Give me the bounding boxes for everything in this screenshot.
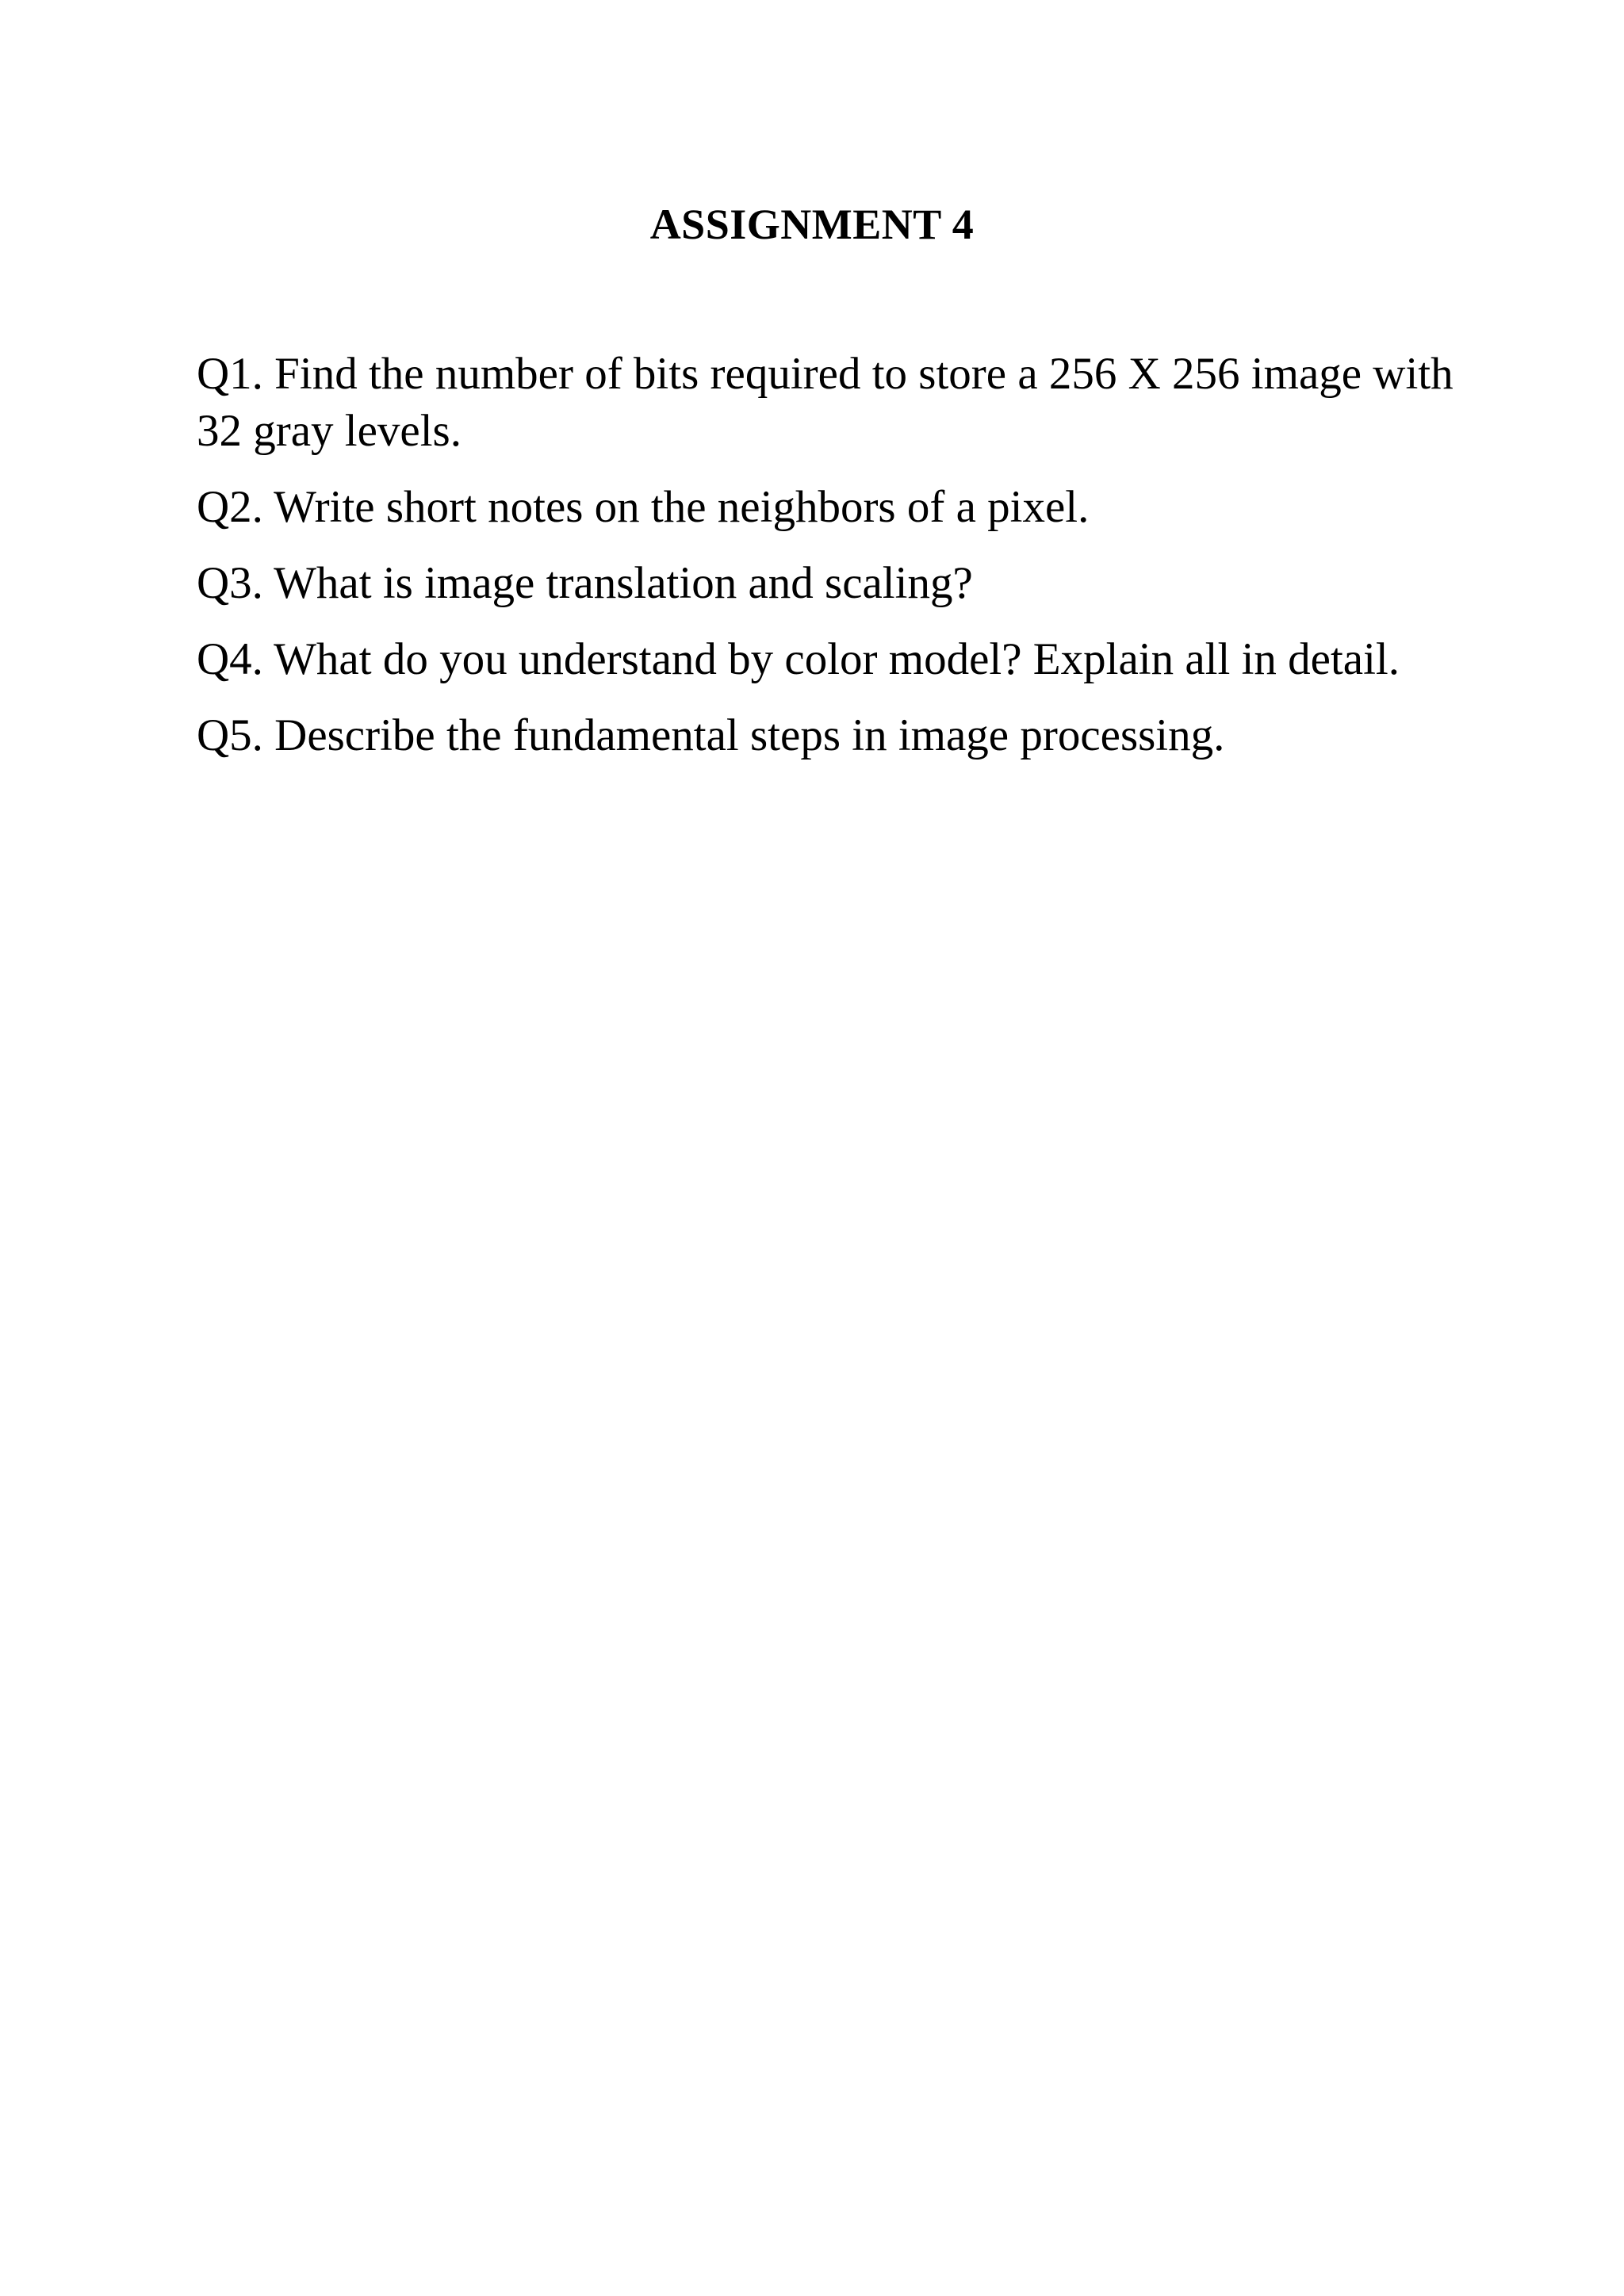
question-1: Q1. Find the number of bits required to store a 256 X 256 image with 32 gray levels. [197,349,1454,456]
question-list [197,346,1465,783]
question-3: Q3. What is image translation and scaling? [197,558,973,608]
question-4: Q4. What do you understand by color model? Explain all in detail. [197,634,1400,684]
assignment-title: ASSIGNMENT 4 [649,201,975,248]
question-5: Q5. Describe the fundamental steps in image processing. [197,710,1225,760]
question-2: Q2. Write short notes on the neighbors of a pixel. [197,482,1090,532]
